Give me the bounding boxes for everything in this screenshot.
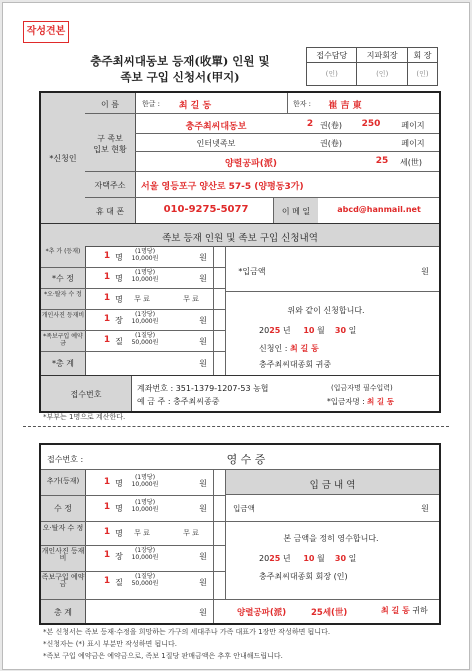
declare-year-prefix: 20 (259, 326, 270, 335)
receipt-row-label: 접수번호 (70, 390, 102, 399)
book-status-label-1: 구 족보 (97, 134, 123, 143)
lineage-gen-unit: 세(世) (400, 158, 422, 167)
receipt-details-title: 입 금 내 역 (309, 480, 356, 491)
phone-label: 휴 대 폰 (95, 207, 125, 216)
r-total-won: 원 (199, 608, 207, 617)
r-item-won-typo: 무 료 (183, 529, 199, 537)
items-label-bg (41, 246, 86, 375)
approval-header-1: 접수담당 (307, 48, 357, 63)
item-price-typo: 무 료 (134, 295, 150, 303)
item-count-photo[interactable]: 1 (103, 314, 111, 324)
r-item-unit-typo: 명 (115, 529, 123, 538)
item-label-typo: *오·탈자 수 정 (44, 291, 82, 298)
r-item-price-bottom-edit: 10,000원 (131, 506, 159, 513)
address-field[interactable]: 서울 영등포구 양산로 57-5 (양평동3가) (141, 182, 304, 192)
book2-page-unit: 페이지 (401, 139, 425, 148)
r-item-count-edit: 1 (103, 502, 111, 512)
item-price-top-reserve: (1질당) (134, 332, 156, 339)
applicant-section-label: *신청인 (49, 154, 77, 163)
receipt-year-field: 25 (269, 554, 281, 563)
item-unit-reserve: 질 (115, 337, 123, 346)
declare-applicant-field[interactable]: 최 길 동 (289, 344, 319, 353)
item-price-top-photo: (1장당) (134, 311, 156, 318)
receipt-year-unit: 년 (282, 554, 291, 563)
receipt-section (39, 443, 441, 625)
item-price-top-add: (1명당) (134, 248, 156, 255)
couple-note: *부부는 1명으로 계산한다. (43, 413, 126, 421)
r-total-pa: 양렬공파(派) (237, 608, 287, 618)
depositor-label: *입금자명 : (327, 397, 365, 406)
form-title (59, 53, 301, 85)
receipt-year-prefix: 20 (259, 554, 270, 563)
r-item-count-photo: 1 (103, 550, 111, 560)
r-item-price-top-reserve: (1질당) (134, 573, 156, 580)
r-item-label-edit: 수 정 (54, 504, 72, 513)
receipt-title: 영 수 증 (226, 453, 266, 466)
depositor-line (327, 396, 394, 407)
cut-line (23, 426, 449, 427)
book1-page-unit: 페이지 (401, 121, 425, 130)
r-item-price-top-add: (1명당) (134, 474, 156, 481)
item-price-bottom-reserve: 50,000원 (131, 339, 159, 346)
item-count-edit[interactable]: 1 (103, 272, 111, 282)
declare-applicant (259, 343, 319, 354)
depositor-field[interactable]: 최 길 동 (367, 397, 394, 406)
phone-field[interactable]: 010-9275-5077 (163, 204, 249, 215)
r-item-label-photo: 개인사진 등재비 (41, 547, 85, 562)
lineage-name-field[interactable]: 양렬공파(派) (224, 159, 277, 169)
book1-vol-field[interactable]: 2 (306, 119, 314, 129)
account-line (137, 383, 269, 394)
item-label-photo: 개인사진 등재비 (41, 312, 85, 319)
r-item-label-typo: 오·탈자 수 정 (42, 524, 84, 532)
lineage-gen-field[interactable]: 25 (375, 156, 389, 166)
sample-stamp: 작성견본 (23, 21, 69, 43)
receipt-chair-line (259, 571, 348, 582)
item-unit-typo: 명 (115, 295, 123, 304)
r-item-price-top-photo: (1장당) (134, 547, 156, 554)
item-won-reserve: 원 (199, 337, 207, 346)
item-won-edit: 원 (199, 274, 207, 283)
r-item-unit-add: 명 (115, 479, 123, 488)
holder-label: 예 금 주 : (137, 397, 171, 406)
hangul-name-field[interactable]: 최 길 동 (178, 101, 212, 111)
book1-name-field[interactable]: 충주최씨대동보 (185, 122, 247, 132)
holder-line (137, 396, 219, 407)
r-item-price-typo: 무 료 (134, 529, 150, 537)
r-deposit-won: 원 (421, 504, 429, 513)
footnote-3: *족보 구입 예약금은 예약금으로, 족보 1질당 판매금액은 추후 안내해드립니다. (43, 652, 283, 660)
receipt-date (259, 553, 429, 564)
item-won-typo: 무 료 (183, 295, 199, 303)
deposit-won: 원 (421, 267, 429, 276)
item-count-reserve[interactable]: 1 (103, 335, 111, 345)
item-count-add[interactable]: 1 (103, 251, 111, 261)
approval-sign-1[interactable]: (인) (307, 63, 357, 86)
item-price-bottom-photo: 10,000원 (131, 318, 159, 325)
item-unit-photo: 장 (115, 316, 123, 325)
r-item-price-top-edit: (1명당) (134, 499, 156, 506)
declare-month-unit: 월 (317, 326, 325, 335)
item-unit-add: 명 (115, 253, 123, 262)
r-item-count-typo: 1 (103, 527, 111, 537)
r-item-price-bottom-reserve: 50,000원 (131, 580, 159, 587)
deposit-label: *입금액 (238, 267, 266, 276)
item-count-typo[interactable]: 1 (103, 293, 111, 303)
r-total-recipient (381, 605, 428, 616)
email-label: 이 메 일 (281, 207, 311, 216)
email-field[interactable]: abcd@hanmail.net (337, 205, 421, 214)
r-deposit-label: 입금액 (233, 504, 255, 513)
declare-day-unit: 일 (348, 326, 357, 335)
r-item-unit-edit: 명 (115, 504, 123, 513)
receipt-text: 본 금액을 정히 영수합니다. (283, 534, 379, 543)
r-item-unit-photo: 장 (115, 552, 123, 561)
approval-header-2: 지파회장 (357, 48, 407, 63)
item-won-total: 원 (199, 359, 207, 368)
item-price-top-edit: (1명당) (134, 269, 156, 276)
account-value: 351-1379-1207-53 농협 (175, 384, 269, 393)
r-item-won-photo: 원 (199, 552, 207, 561)
item-won-add: 원 (199, 253, 207, 262)
hanja-label: 한자 : (292, 100, 312, 108)
r-item-label-add: 추가(등재) (46, 477, 80, 485)
item-unit-edit: 명 (115, 274, 123, 283)
declare-to: 충주최씨대종회 귀중 (259, 360, 332, 369)
item-price-bottom-add: 10,000원 (131, 255, 159, 262)
declare-date (259, 325, 429, 336)
name-label: 이 름 (101, 100, 119, 109)
r-total-suffix: 귀하 (412, 606, 428, 615)
r-item-price-bottom-add: 10,000원 (131, 481, 159, 488)
approval-sign-3[interactable]: (인) (407, 63, 437, 86)
r-item-count-add: 1 (103, 477, 111, 487)
hangul-label: 한글 : (141, 100, 161, 108)
r-total-name: 최 길 동 (381, 606, 410, 615)
declare-applicant-label: 신청인 : (259, 344, 288, 353)
application-form-page (2, 2, 470, 670)
address-label: 자택주소 (94, 181, 126, 190)
book2-vol-unit: 권(卷) (320, 139, 342, 148)
declare-day-field[interactable]: 30 (334, 326, 347, 335)
r-item-won-add: 원 (199, 479, 207, 488)
approval-header-3: 회 장 (407, 48, 437, 63)
declare-year-unit: 년 (282, 326, 291, 335)
declare-month-field[interactable]: 10 (303, 326, 315, 335)
approval-table (306, 47, 438, 86)
item-price-bottom-edit: 10,000원 (131, 276, 159, 283)
receipt-month-unit: 월 (317, 554, 325, 563)
receipt-no-label: 접수번호 : (47, 455, 84, 464)
r-item-price-bottom-photo: 10,000원 (131, 554, 159, 561)
footnote-2: *신청자는 (*) 표시 부분만 작성하면 됩니다. (43, 640, 178, 648)
form-title-line1: 충주최씨대동보 등재(收單) 인원 및 (90, 54, 270, 68)
declare-text: 위와 같이 신청합니다. (287, 306, 365, 315)
application-section (39, 91, 441, 413)
book-status-label-2: 입보 현황 (93, 145, 127, 154)
form-title-line2: 족보 구입 신청서(甲지) (120, 70, 240, 84)
depositor-note: (입금자명 필수입력) (331, 384, 393, 392)
approval-sign-2[interactable]: (인) (357, 63, 407, 86)
hanja-name-field[interactable]: 崔 吉 東 (328, 101, 362, 111)
receipt-day-unit: 일 (348, 554, 357, 563)
item-label-reserve: *족보구입 예약금 (43, 333, 83, 347)
receipt-chair: 충주최씨대종회 회장 (259, 572, 332, 581)
book1-vol-unit: 권(卷) (320, 121, 342, 130)
item-won-photo: 원 (199, 316, 207, 325)
apply-title: 족보 등재 인원 및 족보 구입 신청내역 (162, 233, 318, 244)
r-item-count-reserve: 1 (103, 576, 111, 586)
item-label-total: *총 계 (52, 359, 74, 368)
receipt-month-field: 10 (303, 554, 315, 563)
r-item-label-reserve: 족보구입 예약금 (41, 573, 85, 588)
receipt-seal: (인) (333, 572, 348, 581)
declare-year-field[interactable]: 25 (269, 326, 281, 335)
r-total-label: 총 계 (54, 608, 72, 617)
book2-name: 인터넷족보 (196, 139, 236, 148)
receipt-day-field: 30 (334, 554, 347, 563)
r-item-unit-reserve: 질 (115, 578, 123, 587)
r-item-won-reserve: 원 (199, 578, 207, 587)
footnote-1: *본 신청서는 족보 등재·수정을 희망하는 가구의 세대주나 가족 대표가 1장만 작성하면 됩니다. (43, 628, 331, 636)
item-label-edit: *수 정 (52, 274, 74, 283)
r-total-gen: 25세(世) (311, 608, 348, 618)
holder-value: 충주최씨종중 (173, 397, 220, 406)
item-label-add: *추 가 (등재) (45, 248, 81, 255)
account-label: 계좌번호 : (137, 384, 174, 393)
book1-page-field[interactable]: 250 (361, 119, 381, 129)
r-item-won-edit: 원 (199, 504, 207, 513)
